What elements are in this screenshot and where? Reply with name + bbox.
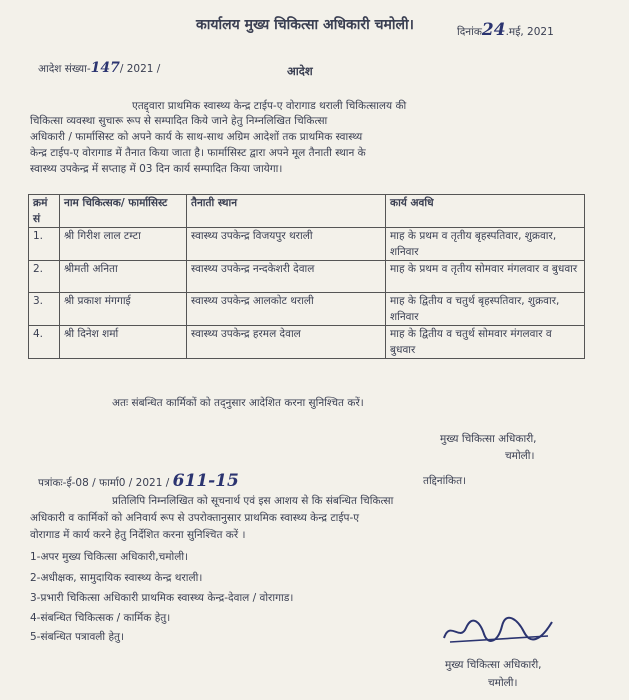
cell-schedule: माह के द्वितीय व चतुर्थ बृहस्पतिवार, शुक्रवार, शनिवार xyxy=(386,293,585,326)
signatory-2-place: चमोली। xyxy=(488,677,518,689)
recipient-item: 1-अपर मुख्य चिकित्सा अधिकारी,चमोली। xyxy=(30,551,189,563)
cell-serial: 1. xyxy=(29,228,60,261)
cell-name: श्री गिरीश लाल टम्टा xyxy=(60,228,187,261)
col-schedule-header: कार्य अवधि xyxy=(386,195,585,228)
office-title: कार्यालय मुख्य चिकित्सा अधिकारी चमोली। xyxy=(196,17,414,33)
order-number-suffix: / 2021 / xyxy=(119,63,161,75)
recipient-item: 2-अधीक्षक, सामुदायिक स्वास्थ्य केन्द्र थराली। xyxy=(30,572,203,584)
order-number-handwritten: 147 xyxy=(90,60,120,76)
cell-serial: 2. xyxy=(29,261,60,293)
col-posting-header: तैनाती स्थान xyxy=(187,195,386,228)
table-row xyxy=(29,326,585,359)
body-line: एतद्द्वारा प्राथमिक स्वास्थ्य केन्द्र टाईप-ए वोरागाड थराली चिकित्सालय की xyxy=(132,100,407,112)
cell-schedule: माह के द्वितीय व चतुर्थ सोमवार मंगलवार व बुधवार xyxy=(386,326,585,359)
body-line: अधिकारी / फार्मासिस्ट को अपने कार्य के साथ-साथ अग्रिम आदेशों तक प्राथमिक स्वास्थ्य xyxy=(30,131,363,143)
date-rest: .मई, 2021 xyxy=(505,26,554,38)
cell-name: श्रीमती अनिता xyxy=(60,261,187,293)
signatory-2-title: मुख्य चिकित्सा अधिकारी, xyxy=(445,659,542,671)
date-line xyxy=(457,20,554,40)
copy-ref-handwritten: 611-15 xyxy=(172,471,239,491)
cell-posting: स्वास्थ्य उपकेन्द्र आलकोट थराली xyxy=(187,293,386,326)
order-heading: आदेश xyxy=(287,64,313,78)
cell-name: श्री प्रकाश मंगगाई xyxy=(60,293,187,326)
body-line: केन्द्र टाईप-ए वोरागाड में तैनात किया जाता है। फार्मासिस्ट द्वारा अपने मूल तैनाती स्थान के xyxy=(30,147,366,159)
signatory-1-place: चमोली। xyxy=(505,450,535,462)
col-name-header: नाम चिकित्सक/ फार्मासिस्ट xyxy=(60,195,187,228)
cell-schedule: माह के प्रथम व तृतीय बृहस्पतिवार, शुक्रवार, शनिवार xyxy=(386,228,585,261)
signature-scribble xyxy=(440,612,560,652)
table-row xyxy=(29,261,585,293)
recipient-item: 4-संबन्धित चिकित्सक / कार्मिक हेतु। xyxy=(30,612,171,624)
order-number-prefix: आदेश संख्या- xyxy=(38,63,91,75)
cell-schedule: माह के प्रथम व तृतीय सोमवार मंगलवार व बुधवार xyxy=(386,261,585,293)
signatory-1-title: मुख्य चिकित्सा अधिकारी, xyxy=(440,433,537,445)
table-row xyxy=(29,293,585,326)
copy-intro-line: वोरागाड में कार्य करने हेतु निर्देशित करना सुनिश्चित करें । xyxy=(30,529,246,541)
body-line: स्वास्थ्य उपकेन्द्र में सप्ताह में 03 दिन कार्य सम्पादित किया जायेगा। xyxy=(30,163,283,175)
cell-posting: स्वास्थ्य उपकेन्द्र हरमल देवाल xyxy=(187,326,386,359)
cell-serial: 4. xyxy=(29,326,60,359)
cell-posting: स्वास्थ्य उपकेन्द्र विजयपुर थराली xyxy=(187,228,386,261)
table-row xyxy=(29,228,585,261)
body-line: चिकित्सा व्यवस्था सुचारू रूप से सम्पादित किये जाने हेतु निम्नलिखित चिकित्सा xyxy=(30,115,328,127)
closing-line: अतः संबन्धित कार्मिकों को तद्नुसार आदेशित करना सुनिश्चित करें। xyxy=(112,397,364,409)
copy-intro-line: अधिकारी व कार्मिकों को अनिवार्य रूप से उपरोक्तानुसार प्राथमिक स्वास्थ्य केन्द्र टाईप-ए xyxy=(30,512,360,524)
copy-ref-suffix: तद्दिनांकित। xyxy=(423,475,467,487)
col-serial-header: क्रमं सं xyxy=(29,195,60,228)
cell-name: श्री दिनेश शर्मा xyxy=(60,326,187,359)
date-day-handwritten: 24 xyxy=(481,20,506,40)
copy-ref-prefix: पत्रांकः-ई-08 / फार्मा0 / 2021 / xyxy=(38,477,170,489)
copy-reference xyxy=(38,471,239,491)
cell-posting: स्वास्थ्य उपकेन्द्र नन्दकेशरी देवाल xyxy=(187,261,386,293)
copy-intro-line: प्रतिलिपि निम्नलिखित को सूचनार्थ एवं इस आशय से कि संबन्धित चिकित्सा xyxy=(112,495,394,507)
cell-serial: 3. xyxy=(29,293,60,326)
table-header-row xyxy=(29,195,585,228)
recipient-item: 3-प्रभारी चिकित्सा अधिकारी प्राथमिक स्वास्थ्य केन्द्र-देवाल / वोरागाड। xyxy=(30,592,294,604)
recipient-item: 5-संबन्धित पत्रावली हेतु। xyxy=(30,631,125,643)
order-number xyxy=(38,60,160,76)
date-prefix: दिनांक xyxy=(457,26,482,38)
posting-table xyxy=(28,194,585,359)
